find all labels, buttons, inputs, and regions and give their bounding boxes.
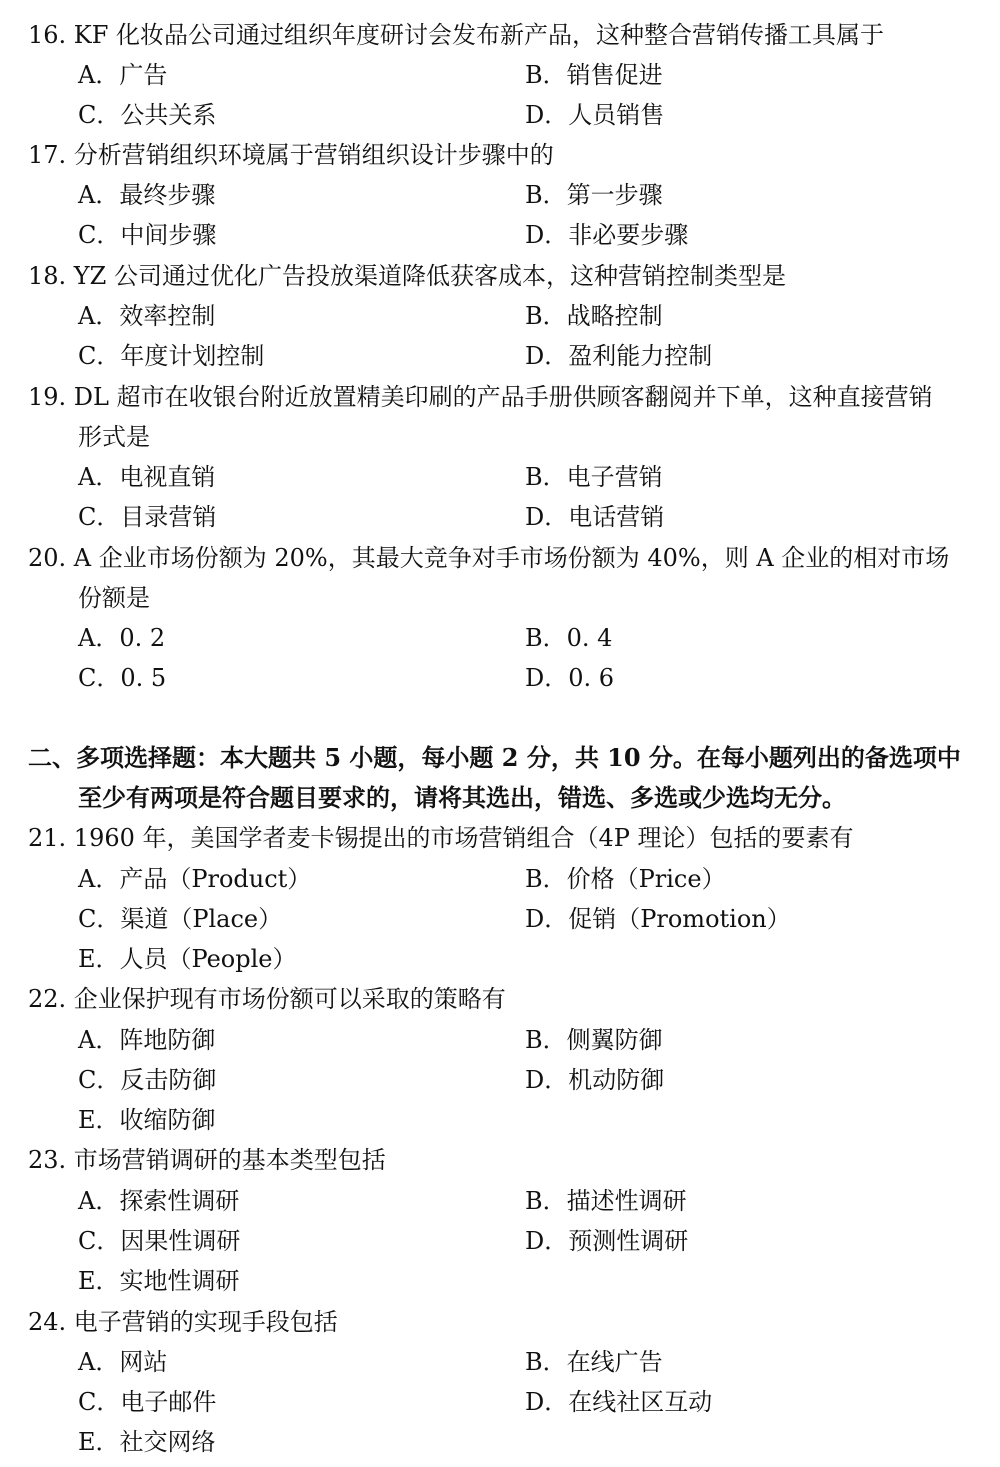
option-c: C．中间步骤 bbox=[78, 221, 217, 249]
option-d: D．0. 6 bbox=[525, 664, 615, 692]
question-22 bbox=[0, 979, 1000, 1019]
options-row bbox=[0, 1382, 1000, 1422]
option-a: A．广告 bbox=[78, 61, 168, 89]
option-d: D．促销（Promotion） bbox=[525, 905, 791, 933]
option-a: A．网站 bbox=[78, 1348, 168, 1376]
options-row bbox=[0, 1181, 1000, 1221]
option-c: C．电子邮件 bbox=[78, 1388, 217, 1416]
options-row bbox=[0, 95, 1000, 135]
options-row bbox=[0, 1422, 1000, 1462]
option-b: B．侧翼防御 bbox=[525, 1026, 663, 1054]
option-a: A．电视直销 bbox=[78, 463, 216, 491]
options-row bbox=[0, 859, 1000, 899]
option-c: C．渠道（Place） bbox=[78, 905, 283, 933]
question-19 bbox=[0, 377, 1000, 417]
question-24 bbox=[0, 1302, 1000, 1342]
options-row bbox=[0, 1020, 1000, 1060]
option-a: A．效率控制 bbox=[78, 302, 216, 330]
option-b: B．描述性调研 bbox=[525, 1187, 687, 1215]
option-d: D．预测性调研 bbox=[525, 1227, 689, 1255]
options-row bbox=[0, 457, 1000, 497]
option-c: C．反击防御 bbox=[78, 1066, 217, 1094]
option-b: B．价格（Price） bbox=[525, 865, 726, 893]
question-23 bbox=[0, 1140, 1000, 1180]
question-20 bbox=[0, 538, 1000, 578]
section-heading-line1: 二、多项选择题：本大题共 5 小题，每小题 2 分，共 10 分。在每小题列出的备选项中 bbox=[28, 743, 961, 772]
question-stem-continuation bbox=[0, 578, 1000, 618]
question-stem: 24. 电子营销的实现手段包括 bbox=[28, 1308, 338, 1336]
option-b: B．在线广告 bbox=[525, 1348, 663, 1376]
option-c: C．因果性调研 bbox=[78, 1227, 241, 1255]
question-21 bbox=[0, 818, 1000, 858]
option-c: C．目录营销 bbox=[78, 503, 217, 531]
option-e: E．社交网络 bbox=[78, 1428, 216, 1456]
option-d: D．人员销售 bbox=[525, 101, 665, 129]
question-stem-cont: 份额是 bbox=[78, 584, 150, 612]
options-row bbox=[0, 899, 1000, 939]
option-e: E．收缩防御 bbox=[78, 1106, 216, 1134]
option-a: A．产品（Product） bbox=[78, 865, 312, 893]
question-stem-continuation bbox=[0, 417, 1000, 457]
options-row bbox=[0, 1060, 1000, 1100]
question-stem: 23. 市场营销调研的基本类型包括 bbox=[28, 1146, 386, 1174]
options-row bbox=[0, 215, 1000, 255]
options-row bbox=[0, 618, 1000, 658]
options-row bbox=[0, 1342, 1000, 1382]
options-row bbox=[0, 939, 1000, 979]
option-b: B．电子营销 bbox=[525, 463, 663, 491]
question-16 bbox=[0, 15, 1000, 55]
question-stem-cont: 形式是 bbox=[78, 423, 150, 451]
option-a: A．0. 2 bbox=[78, 624, 166, 652]
question-stem: 18. YZ 公司通过优化广告投放渠道降低获客成本，这种营销控制类型是 bbox=[28, 262, 786, 290]
question-stem: 17. 分析营销组织环境属于营销组织设计步骤中的 bbox=[28, 141, 554, 169]
option-a: A．最终步骤 bbox=[78, 181, 216, 209]
option-c: C．年度计划控制 bbox=[78, 342, 265, 370]
options-row bbox=[0, 1261, 1000, 1301]
option-d: D．在线社区互动 bbox=[525, 1388, 713, 1416]
question-stem: 16. KF 化妆品公司通过组织年度研讨会发布新产品，这种整合营销传播工具属于 bbox=[28, 21, 885, 49]
section-heading-line2: 至少有两项是符合题目要求的，请将其选出，错选、多选或少选均无分。 bbox=[78, 783, 846, 812]
option-e: E．人员（People） bbox=[78, 945, 297, 973]
question-18 bbox=[0, 256, 1000, 296]
option-a: A．阵地防御 bbox=[78, 1026, 216, 1054]
question-stem: 19. DL 超市在收银台附近放置精美印刷的产品手册供顾客翻阅并下单，这种直接营销 bbox=[28, 383, 933, 411]
option-e: E．实地性调研 bbox=[78, 1267, 240, 1295]
options-row bbox=[0, 1221, 1000, 1261]
question-17 bbox=[0, 135, 1000, 175]
section-heading bbox=[0, 778, 1000, 818]
options-row bbox=[0, 1100, 1000, 1140]
option-c: C．公共关系 bbox=[78, 101, 217, 129]
option-d: D．非必要步骤 bbox=[525, 221, 689, 249]
question-stem: 20. A 企业市场份额为 20%，其最大竞争对手市场份额为 40%，则 A 企业的相对市场 bbox=[28, 544, 950, 572]
options-row bbox=[0, 175, 1000, 215]
section-heading bbox=[0, 738, 1000, 778]
options-row bbox=[0, 55, 1000, 95]
option-a: A．探索性调研 bbox=[78, 1187, 240, 1215]
option-d: D．盈利能力控制 bbox=[525, 342, 713, 370]
question-stem: 21. 1960 年，美国学者麦卡锡提出的市场营销组合（4P 理论）包括的要素有 bbox=[28, 824, 854, 852]
option-d: D．机动防御 bbox=[525, 1066, 665, 1094]
question-stem: 22. 企业保护现有市场份额可以采取的策略有 bbox=[28, 985, 506, 1013]
option-b: B．0. 4 bbox=[525, 624, 613, 652]
option-c: C．0. 5 bbox=[78, 664, 167, 692]
option-d: D．电话营销 bbox=[525, 503, 665, 531]
option-b: B．销售促进 bbox=[525, 61, 663, 89]
options-row bbox=[0, 497, 1000, 537]
option-b: B．第一步骤 bbox=[525, 181, 663, 209]
option-b: B．战略控制 bbox=[525, 302, 663, 330]
options-row bbox=[0, 658, 1000, 698]
options-row bbox=[0, 336, 1000, 376]
options-row bbox=[0, 296, 1000, 336]
